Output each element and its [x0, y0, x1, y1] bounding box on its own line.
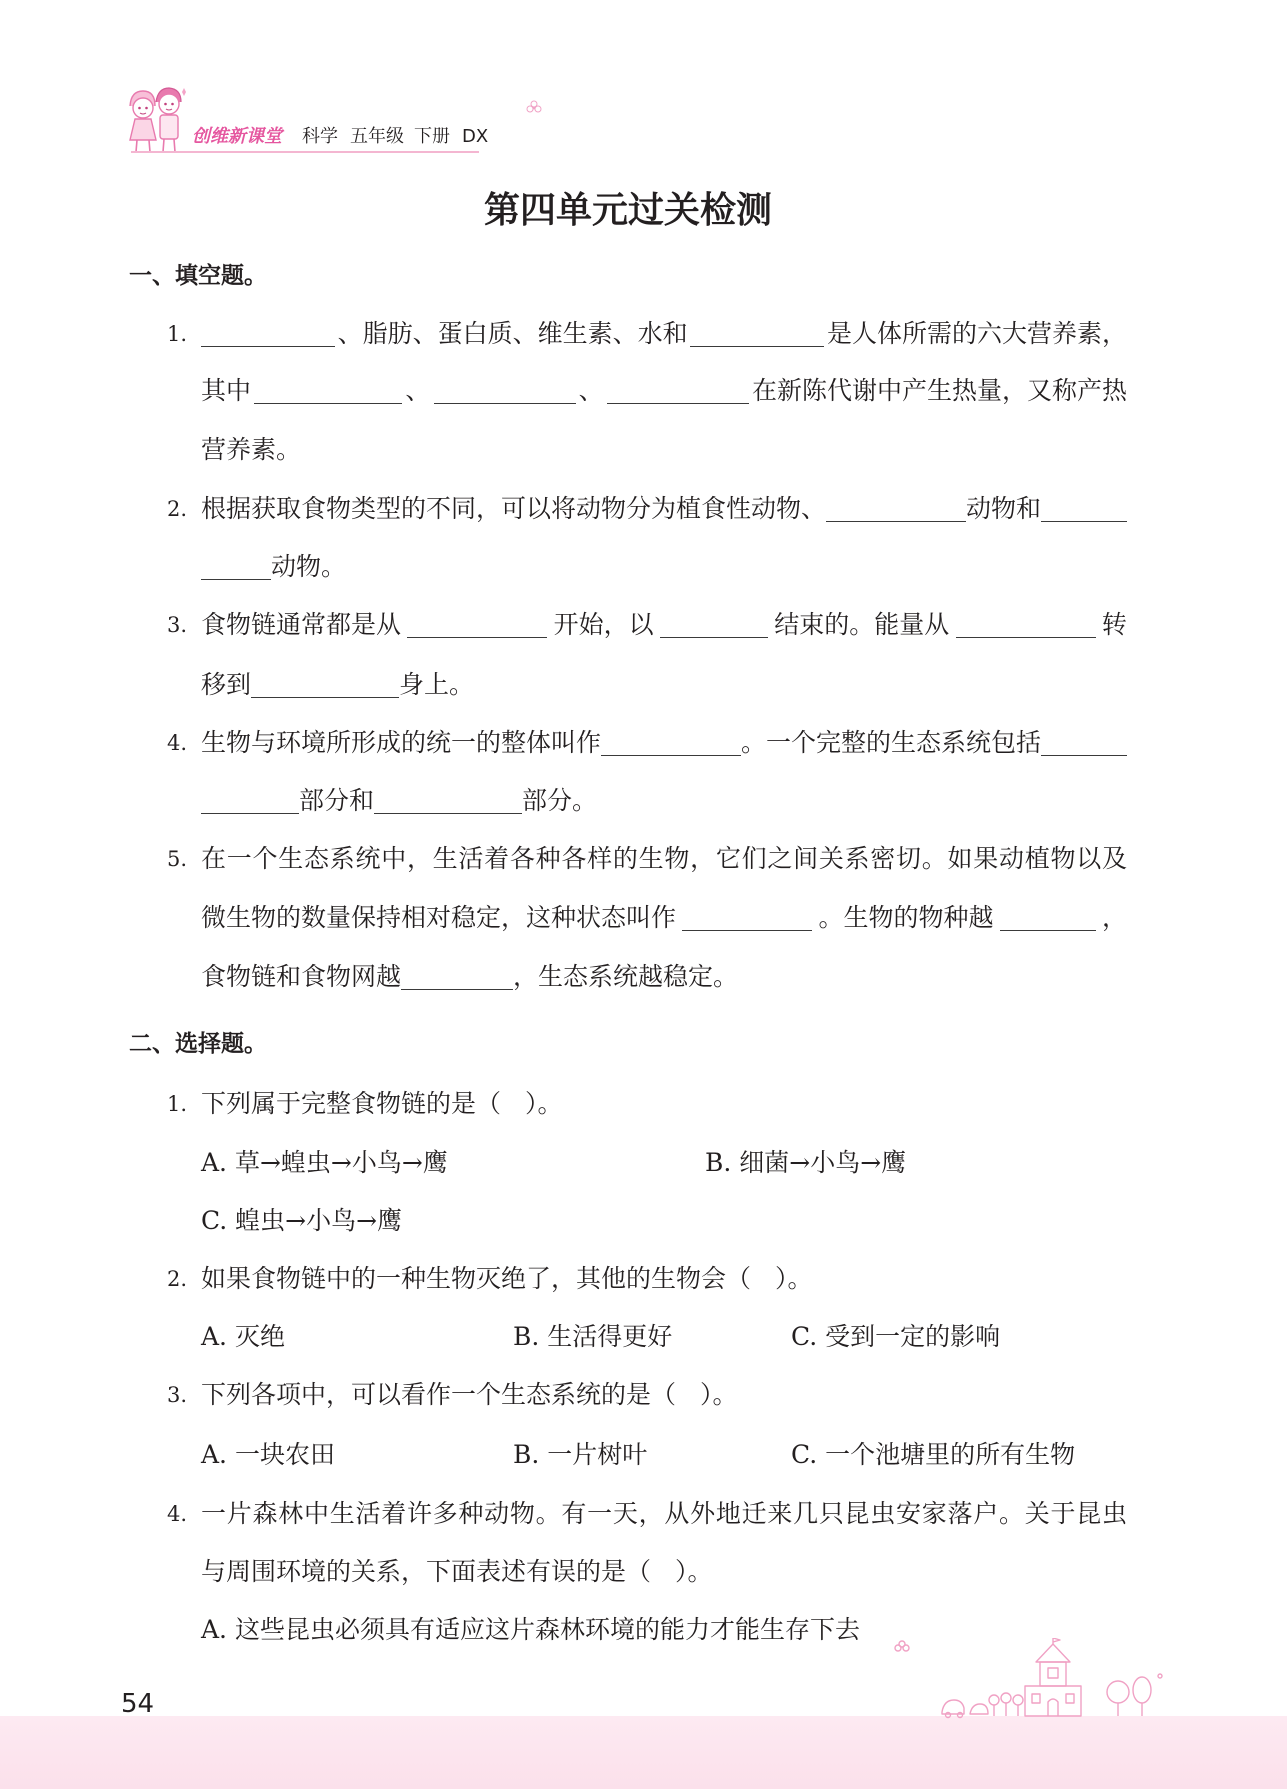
question-text: 下列各项中，可以看作一个生态系统的是（	[201, 1380, 677, 1409]
page-title: 第四单元过关检测	[483, 190, 772, 231]
answer-slot	[751, 1261, 775, 1291]
question-text: 在新陈代谢中产生热量，又称产热	[751, 376, 1127, 405]
fill-q5-line-2	[201, 900, 1127, 936]
question-text: 与周围环境的关系，下面表述有误的是（	[201, 1557, 652, 1586]
option-b: B. 一片树叶	[513, 1440, 648, 1469]
answer-blank	[401, 959, 513, 990]
mascot-illustration	[122, 82, 190, 156]
question-number: 3.	[167, 613, 188, 637]
answer-blank	[201, 316, 335, 347]
section-heading-fill-in: 一、填空题。	[129, 263, 267, 289]
question-text: 其中	[201, 376, 252, 405]
option-c: C. 受到一定的影响	[791, 1322, 1001, 1351]
answer-blank	[251, 667, 399, 698]
fill-q3-line-2	[201, 667, 1127, 703]
question-text: 。一个完整的生态系统包括	[741, 728, 1042, 757]
flower-icon	[526, 100, 542, 116]
fill-q1-line-3	[201, 432, 1127, 468]
choice-q4-stem-line-2	[201, 1554, 1127, 1590]
option-c: C. 一个池塘里的所有生物	[791, 1440, 1076, 1469]
fill-q2-line-1	[201, 491, 1127, 527]
question-text: 部分。	[522, 786, 598, 815]
answer-blank	[1000, 900, 1096, 931]
question-text: 在一个生态系统中，生活着各种各样的生物，它们之间关系密切。如果动植物以及	[201, 844, 1127, 873]
question-text: 动物和	[966, 494, 1042, 523]
answer-blank	[434, 373, 576, 404]
question-number: 1.	[167, 322, 188, 346]
answer-blank	[374, 783, 522, 814]
question-text: ）。	[525, 1089, 563, 1118]
header-divider	[131, 151, 479, 153]
option-c: C. 蝗虫→小鸟→鹰	[201, 1206, 403, 1235]
question-number: 4.	[167, 1502, 188, 1526]
question-text: 。生物的物种越	[818, 903, 994, 932]
question-text: 微生物的数量保持相对稳定，这种状态叫作	[201, 903, 677, 932]
volume-label: 下册	[414, 126, 450, 147]
footer-band	[0, 1716, 1287, 1789]
question-text: ）。	[675, 1557, 713, 1586]
option-b: B. 生活得更好	[513, 1322, 673, 1351]
question-text: 是人体所需的六大营养素，	[826, 319, 1127, 348]
question-number: 5.	[167, 847, 188, 871]
fill-q4-line-1	[201, 725, 1127, 761]
fill-q5-line-1	[201, 841, 1127, 877]
answer-blank	[690, 316, 824, 347]
question-text: 一片森林中生活着许多种动物。有一天，从外地迁来几只昆虫安家落户。关于昆虫	[201, 1499, 1127, 1528]
question-text: 开始，以	[553, 610, 654, 639]
question-text: 食物链通常都是从	[201, 610, 402, 639]
question-text: 转	[1101, 610, 1127, 639]
option-a: A. 灭绝	[201, 1322, 285, 1351]
question-text: 、	[405, 376, 431, 405]
edition-label: DX	[462, 126, 489, 147]
question-text: ，	[1101, 903, 1127, 932]
section-heading-choice: 二、选择题。	[129, 1031, 267, 1057]
answer-slot	[651, 1554, 675, 1584]
question-number: 1.	[167, 1092, 188, 1116]
grade-label: 五年级	[350, 126, 404, 147]
question-text: 移到	[201, 670, 252, 699]
question-text: 、脂肪、蛋白质、维生素、水和	[337, 319, 688, 348]
question-text: 动物。	[271, 552, 347, 581]
fill-q3-line-1	[201, 607, 1127, 643]
answer-blank	[682, 900, 812, 931]
fill-q4-line-2	[201, 783, 1127, 819]
choice-q2-stem	[201, 1261, 1127, 1297]
question-text: 下列属于完整食物链的是（	[201, 1089, 502, 1118]
question-text: ，生态系统越稳定。	[513, 962, 739, 991]
question-text: 部分和	[299, 786, 375, 815]
question-text: ）。	[700, 1380, 738, 1409]
answer-blank	[201, 783, 299, 814]
fill-q1-line-2	[201, 373, 1127, 409]
question-text: 根据获取食物类型的不同，可以将动物分为植食性动物、	[201, 494, 827, 523]
subject-label: 科学	[302, 126, 338, 147]
question-number: 2.	[167, 1267, 188, 1291]
fill-q5-line-3	[201, 959, 1127, 995]
page-number: 54	[121, 1689, 155, 1719]
fill-q1-line-1	[201, 316, 1127, 352]
castle-illustration	[890, 1638, 1170, 1720]
answer-blank	[956, 607, 1096, 638]
option-a: A. 一块农田	[201, 1440, 335, 1469]
answer-blank	[254, 373, 402, 404]
answer-blank	[1041, 491, 1127, 522]
answer-blank	[826, 491, 966, 522]
answer-blank	[660, 607, 768, 638]
question-number: 2.	[167, 497, 188, 521]
answer-slot	[501, 1086, 525, 1116]
answer-slot	[676, 1377, 700, 1407]
question-text: 营养素。	[201, 435, 302, 464]
option-a: A. 这些昆虫必须具有适应这片森林环境的能力才能生存下去	[201, 1615, 860, 1644]
brand-name: 创维新课堂	[192, 126, 282, 147]
question-text: 如果食物链中的一种生物灭绝了，其他的生物会（	[201, 1264, 752, 1293]
question-text: 、	[578, 376, 604, 405]
question-text: 食物链和食物网越	[201, 962, 402, 991]
question-number: 4.	[167, 731, 188, 755]
answer-blank	[201, 549, 271, 580]
choice-q1-stem	[201, 1086, 1127, 1122]
option-b: B. 细菌→小鸟→鹰	[705, 1148, 907, 1177]
answer-blank	[601, 725, 741, 756]
answer-blank	[407, 607, 547, 638]
question-text: 结束的。能量从	[774, 610, 950, 639]
question-text: 生物与环境所形成的统一的整体叫作	[201, 728, 602, 757]
question-number: 3.	[167, 1383, 188, 1407]
fill-q2-line-2	[201, 549, 1127, 585]
question-text: 身上。	[399, 670, 475, 699]
choice-q4-stem-line-1	[201, 1496, 1127, 1532]
choice-q3-stem	[201, 1377, 1127, 1413]
question-text: ）。	[775, 1264, 813, 1293]
answer-blank	[1041, 725, 1127, 756]
option-a: A. 草→蝗虫→小鸟→鹰	[201, 1148, 448, 1177]
answer-blank	[607, 373, 749, 404]
